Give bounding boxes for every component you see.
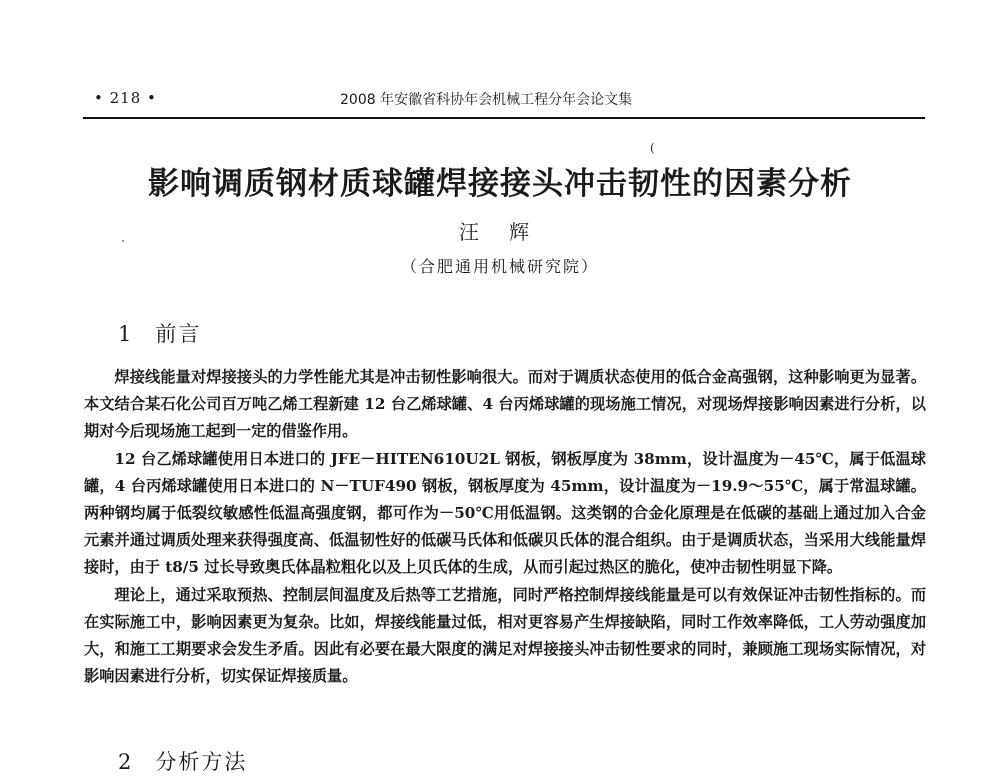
section-title: 分析方法	[155, 750, 248, 774]
author-name: 汪 辉	[458, 220, 542, 244]
scan-speck: (	[650, 141, 655, 155]
section-heading-2	[118, 746, 247, 776]
paragraph: 理论上，通过采取预热、控制层间温度及后热等工艺措施，同时严格控制焊接线能量是可以有效保证冲击韧性指标的。而在实际施工中，影响因素更为复杂。比如，焊接线能量过低，相对更容易产生焊接缺陷，同时工作效率降低，工人劳动强度加大，和施工工期要求会发生矛盾。因此有必要在最大限度的满足对焊接接头冲击韧性要求的同时，兼顾施工现场实际情况，对影响因素进行分析，切实保证焊接质量。	[84, 585, 926, 686]
section-number: 1	[118, 322, 134, 346]
scan-dot	[122, 240, 124, 242]
section-number: 2	[118, 750, 134, 774]
section-1-body	[84, 364, 926, 690]
section-heading-1	[118, 318, 201, 348]
paragraph: 12 台乙烯球罐使用日本进口的 JFE－HITEN610U2L 钢板，钢板厚度为 38mm，设计温度为－45℃，属于低温球罐，4 台丙烯球罐使用日本进口的 N－TUF490 钢板，钢板厚度为 45mm，设计温度为－19.9～55℃，属于常温球罐。两种钢均属于低裂纹敏感性低温高强度钢，都可作为－50℃用低温钢。这类钢的合金化原理是在低碳的基础上通过加入合金元素并通过调质处理来获得强度高、低温韧性好的低碳马氏体和低碳贝氏体的混合组织。由于是调质状态，当采用大线能量焊接时，由于 t8/5 过长导致奥氏体晶粒粗化以及上贝氏体的生成，从而引起过热区的脆化，使冲击韧性明显下降。	[84, 449, 926, 577]
paragraph: 焊接线能量对焊接接头的力学性能尤其是冲击韧性影响很大。而对于调质状态使用的低合金高强钢，这种影响更为显著。本文结合某石化公司百万吨乙烯工程新建 12 台乙烯球罐、4 台丙烯球罐的现场施工情况，对现场焊接影响因素进行分析，以期对今后现场施工起到一定的借鉴作用。	[84, 368, 926, 441]
paper-title: 影响调质钢材质球罐焊接接头冲击韧性的因素分析	[148, 166, 852, 202]
author-affiliation: （合肥通用机械研究院）	[400, 257, 599, 276]
section-title: 前言	[155, 322, 202, 346]
page-number: • 218 •	[94, 89, 157, 107]
header-rule	[83, 117, 925, 119]
running-header: 2008 年安徽省科协年会机械工程分年会论文集	[340, 92, 633, 108]
